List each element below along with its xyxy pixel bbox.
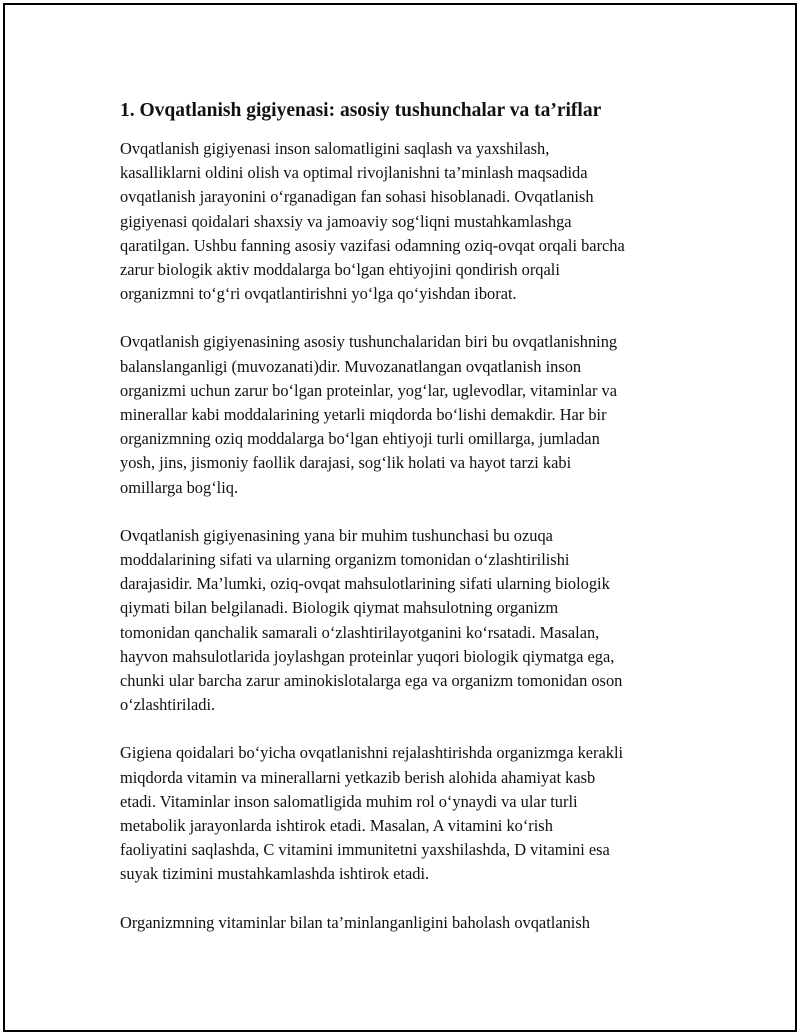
paragraph-line: organizmni to‘g‘ri ovqatlantirishni yo‘lga qo‘yishdan iborat. <box>120 284 517 304</box>
paragraph-line: Organizmning vitaminlar bilan ta’minlanganligini baholash ovqatlanish <box>120 912 590 932</box>
paragraph-line: zarur biologik aktiv moddalarga bo‘lgan ehtiyojini qondirish orqali <box>120 260 560 280</box>
paragraph-line: qiymati bilan belgilanadi. Biologik qiymat mahsulotning organizm <box>120 598 559 618</box>
paragraph-line: Ovqatlanish gigiyenasi inson salomatligini saqlash va yaxshilash, <box>120 139 550 158</box>
paragraph-line: moddalarining sifati va ularning organizm tomonidan o‘zlashtirilishi <box>120 550 570 570</box>
paragraph-line: miqdorda vitamin va minerallarni yetkazib berish alohida ahamiyat kasb <box>120 767 596 787</box>
paragraph-line: suyak tizimini mustahkamlashda ishtirok etadi. <box>120 864 430 884</box>
paragraph-line: organizmi uchun zarur bo‘lgan proteinlar, yog‘lar, uglevodlar, vitaminlar va <box>120 380 618 400</box>
paragraph-line: minerallar kabi moddalarining yetarli miqdorda bo‘lishi demakdir. Har bir <box>120 405 607 425</box>
paragraph-line: Ovqatlanish gigiyenasining asosiy tushunchalaridan biri bu ovqatlanishning <box>120 332 618 352</box>
paragraph-line: gigiyenasi qoidalari shaxsiy va jamoaviy sog‘liqni mustahkamlashga <box>120 211 572 231</box>
paragraph-line: yosh, jins, jismoniy faollik darajasi, sog‘lik holati va hayot tarzi kabi <box>120 453 572 473</box>
paragraph-line: organizmning oziq moddalarga bo‘lgan ehtiyoji turli omillarga, jumladan <box>120 429 600 449</box>
paragraph <box>120 524 700 718</box>
paragraph-line: kasalliklarni oldini olish va optimal rivojlanishni ta’minlash maqsadida <box>120 163 588 183</box>
paragraph <box>120 330 700 499</box>
paragraph-list <box>120 137 700 935</box>
paragraph-line: etadi. Vitaminlar inson salomatligida muhim rol o‘ynaydi va ular turli <box>120 791 578 811</box>
paragraph <box>120 137 700 306</box>
paragraph-line: ovqatlanish jarayonini o‘rganadigan fan sohasi hisoblanadi. Ovqatlanish <box>120 187 594 207</box>
paragraph-line: omillarga bog‘liq. <box>120 477 239 497</box>
paragraph-line: metabolik jarayonlarda ishtirok etadi. Masalan, A vitamini ko‘rish <box>120 816 553 836</box>
paragraph-line: tomonidan qanchalik samarali o‘zlashtirilayotganini ko‘rsatadi. Masalan, <box>120 622 600 642</box>
paragraph-line: faoliyatini saqlashda, C vitamini immunitetni yaxshilashda, D vitamini esa <box>120 840 610 860</box>
paragraph <box>120 741 700 886</box>
document-page <box>3 3 797 1032</box>
paragraph-line: qaratilgan. Ushbu fanning asosiy vazifasi odamning oziq-ovqat orqali barcha <box>120 235 625 255</box>
paragraph-line: Gigiena qoidalari bo‘yicha ovqatlanishni rejalashtirishda organizmga kerakli <box>120 743 624 763</box>
paragraph-line: Ovqatlanish gigiyenasining yana bir muhim tushunchasi bu ozuqa <box>120 525 553 545</box>
document-body <box>120 98 700 959</box>
section-heading: 1. Ovqatlanish gigiyenasi: asosiy tushunchalar va ta’riflar <box>120 100 602 121</box>
paragraph-line: darajasidir. Ma’lumki, oziq-ovqat mahsulotlarining sifati ularning biologik <box>120 574 610 594</box>
paragraph-line: hayvon mahsulotlarida joylashgan proteinlar yuqori biologik qiymatga ega, <box>120 646 615 666</box>
paragraph <box>120 911 700 935</box>
paragraph-line: chunki ular barcha zarur aminokislotalarga ega va organizm tomonidan oson <box>120 671 623 691</box>
paragraph-line: o‘zlashtiriladi. <box>120 695 216 715</box>
paragraph-line: balanslanganligi (muvozanati)dir. Muvozanatlangan ovqatlanish inson <box>120 356 582 376</box>
